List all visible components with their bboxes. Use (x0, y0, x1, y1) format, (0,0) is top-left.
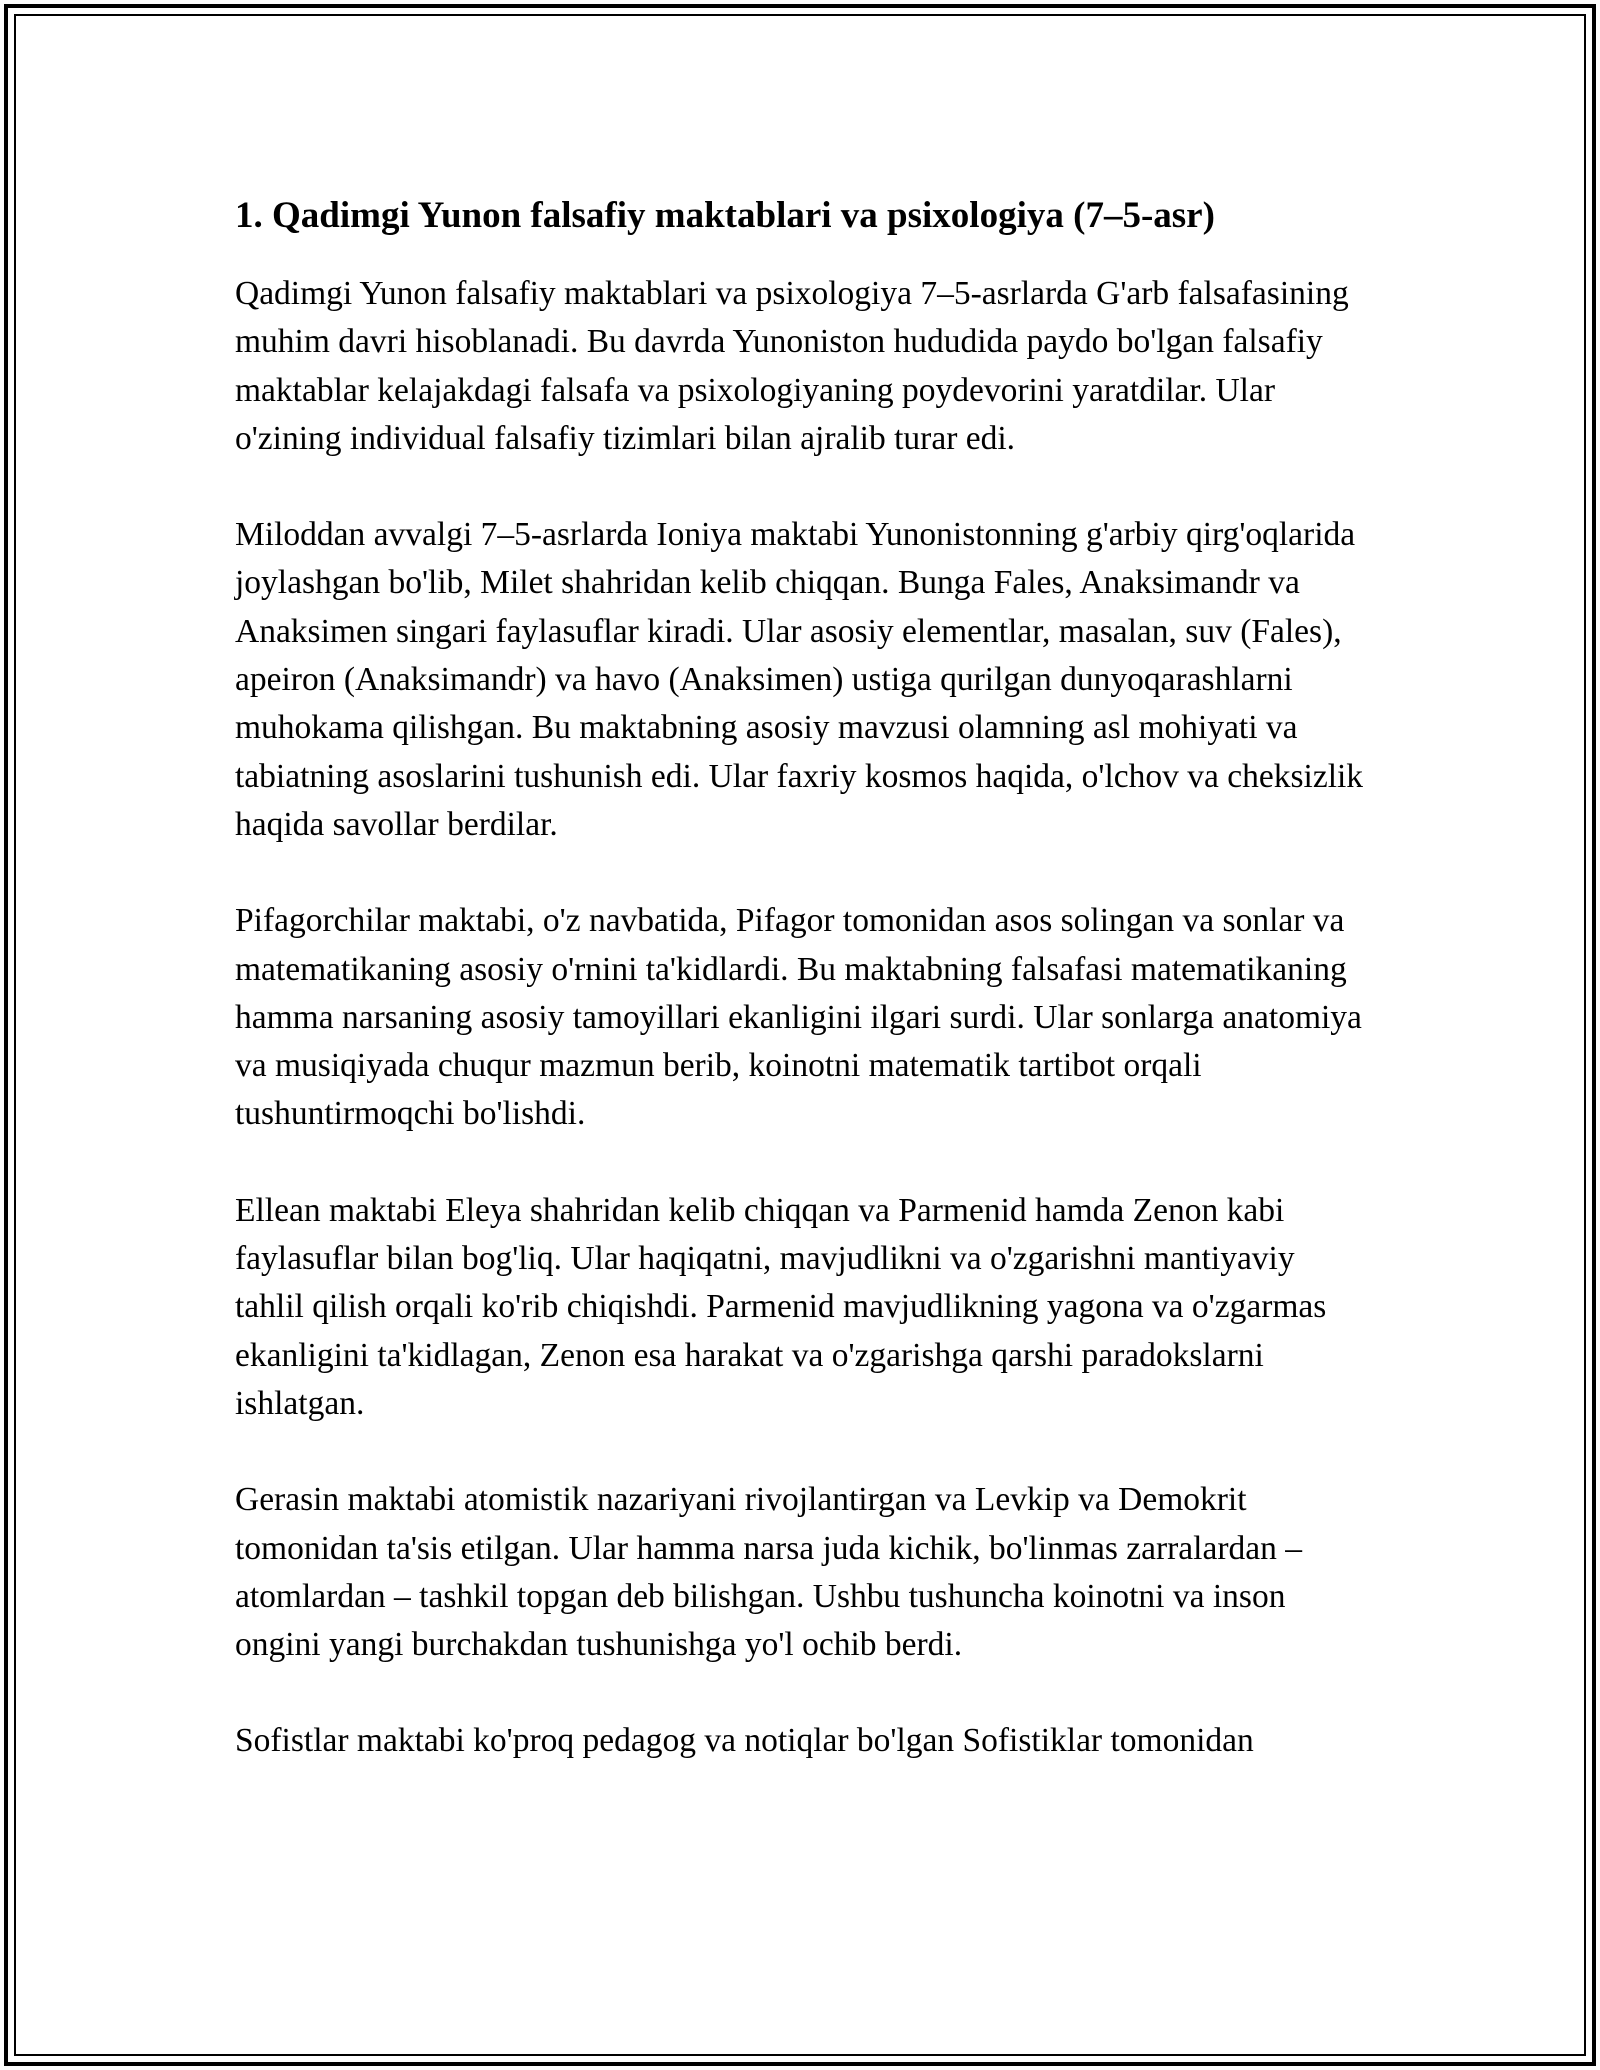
paragraph-sophist-school: Sofistlar maktabi ko'proq pedagog va notiqlar bo'lgan Sofistiklar tomonidan (235, 1722, 1254, 1760)
paragraph-ionian-school: Miloddan avvalgi 7–5-asrlarda Ioniya maktabi Yunonistonning g'arbiy qirg'oqlarida joylashgan bo'lib, Milet shahridan kelib chiqqan. Bunga Fales, Anaksimandr va Anaksimen singari faylasuflar kiradi. Ular asosiy elementlar, masalan, suv (Fales), apeiron (Anaksimandr) va havo (Anaksimen) ustiga qurilgan dunyoqarashlarni muhokama qilishgan. Bu maktabning asosiy mavzusi olamning asl mohiyati va tabiatning asoslarini tushunish edi. Ular faxriy kosmos haqida, o'lchov va cheksizlik haqida savollar berdilar. (235, 516, 1364, 843)
paragraph-atomist-school: Gerasin maktabi atomistik nazariyani rivojlantirgan va Levkip va Demokrit tomonidan ta'sis etilgan. Ular hamma narsa juda kichik, bo'linmas zarralardan – atomlardan – tashkil topgan deb bilishgan. Ushbu tushuncha koinotni va inson ongini yangi burchakdan tushunishga yo'l ochib berdi. (235, 1481, 1302, 1664)
paragraph-intro: Qadimgi Yunon falsafiy maktablari va psixologiya 7–5-asrlarda G'arb falsafasining muhim davri hisoblanadi. Bu davrda Yunoniston hududida paydo bo'lgan falsafiy maktablar kelajakdagi falsafa va psixologiyaning poydevorini yaratdilar. Ular o'zining individual falsafiy tizimlari bilan ajralib turar edi. (235, 275, 1349, 457)
paragraph-pythagorean-school: Pifagorchilar maktabi, o'z navbatida, Pifagor tomonidan asos solingan va sonlar va matematikaning asosiy o'rnini ta'kidlardi. Bu maktabning falsafasi matematikaning hamma narsaning asosiy tamoyillari ekanligini ilgari surdi. Ular sonlarga anatomiya va musiqiyada chuqur mazmun berib, koinotni matematik tartibot orqali tushuntirmoqchi bo'lishdi. (235, 902, 1362, 1133)
paragraph-eleatic-school: Ellean maktabi Eleya shahridan kelib chiqqan va Parmenid hamda Zenon kabi faylasuflar bilan bog'liq. Ular haqiqatni, mavjudlikni va o'zgarishni mantiyaviy tahlil qilish orqali ko'rib chiqishdi. Parmenid mavjudlikning yagona va o'zgarmas ekanligini ta'kidlagan, Zenon esa harakat va o'zgarishga qarshi paradokslarni ishlatgan. (235, 1191, 1327, 1422)
section-heading: 1. Qadimgi Yunon falsafiy maktablari va psixologiya (7–5-asr) (235, 195, 1215, 236)
document-body (235, 188, 1365, 1814)
